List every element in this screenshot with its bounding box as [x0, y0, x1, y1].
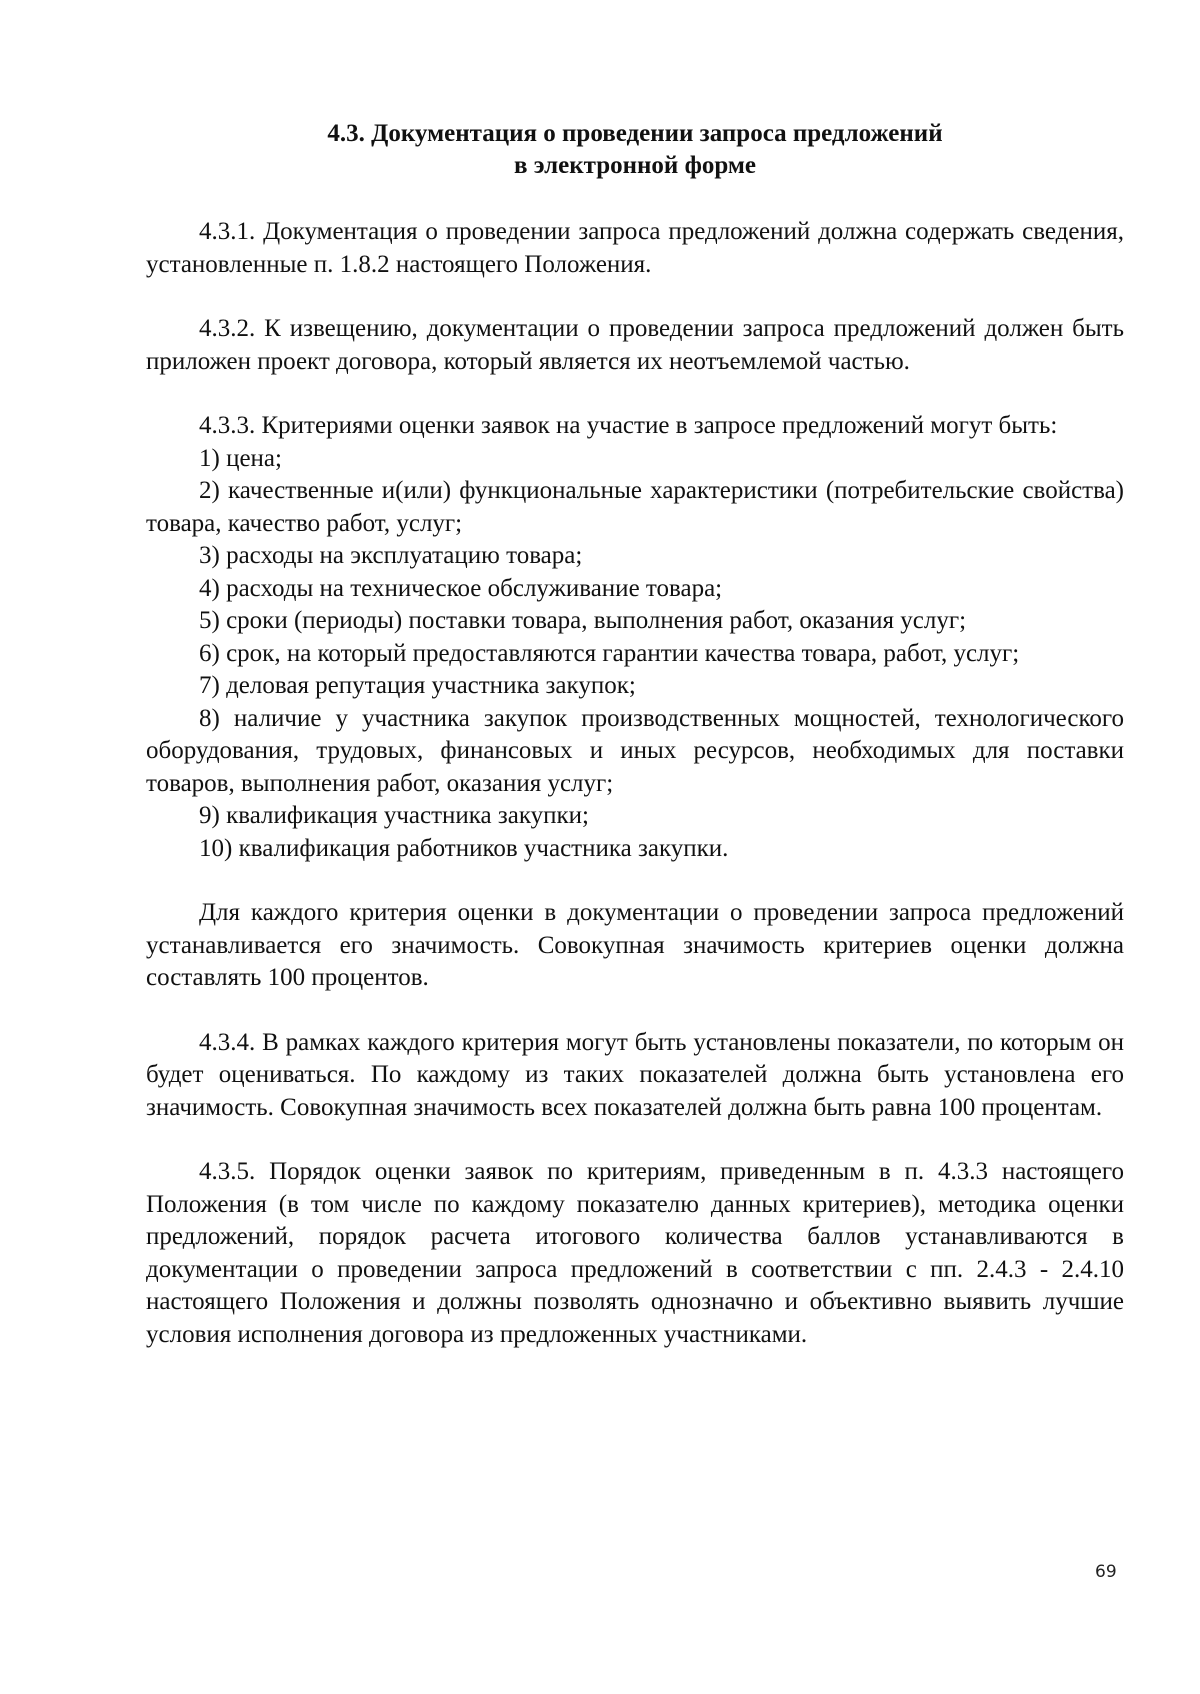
criterion-item-10: 10) квалификация работников участника закупки. — [199, 834, 729, 862]
page-number: 69 — [1095, 1562, 1117, 1582]
criterion-item-5: 5) сроки (периоды) поставки товара, выполнения работ, оказания услуг; — [199, 607, 967, 634]
criterion-item-7: 7) деловая репутация участника закупок; — [199, 672, 636, 699]
section-heading-line-2: в электронной форме — [513, 152, 757, 179]
criterion-item-4: 4) расходы на техническое обслуживание товара; — [199, 574, 723, 602]
criterion-item-6: 6) срок, на который предоставляются гарантии качества товара, работ, услуг; — [199, 639, 1020, 667]
criterion-item-3: 3) расходы на эксплуатацию товара; — [199, 542, 583, 569]
paragraph-4-3-5: 4.3.5. Порядок оценки заявок по критериям, приведенным в п. 4.3.3 настоящего Положения (в том числе по каждому показателю данных критериев), методика оценки предложений, порядок расчета итогового количества баллов устанавливаются в документации о проведении запроса предложений в соответствии с пп. 2.4.3 - 2.4.10 настоящего Положения и должны позволять однозначно и объективно выявить лучшие условия исполнения договора из предложенных участниками. — [146, 1158, 1124, 1348]
section-heading-line-1: 4.3. Документация о проведении запроса предложений — [327, 120, 943, 147]
criterion-item-8: 8) наличие у участника закупок производственных мощностей, технологического оборудования, трудовых, финансовых и иных ресурсов, необходимых для поставки товаров, выполнения работ, оказания услуг; — [146, 704, 1124, 797]
paragraph-4-3-1: 4.3.1. Документация о проведении запроса предложений должна содержать сведения, установленные п. 1.8.2 настоящего Положения. — [146, 218, 1124, 278]
paragraph-4-3-3-intro: 4.3.3. Критериями оценки заявок на участие в запросе предложений могут быть: — [199, 412, 1058, 439]
document-body — [146, 118, 1124, 1351]
paragraph-4-3-4: 4.3.4. В рамках каждого критерия могут быть установлены показатели, по которым он будет оцениваться. По каждому из таких показателей должна быть установлена его значимость. Совокупная значимость всех показателей должна быть равна 100 процентам. — [146, 1028, 1124, 1121]
criterion-item-9: 9) квалификация участника закупки; — [199, 802, 589, 829]
paragraph-criteria-weight: Для каждого критерия оценки в документации о проведении запроса предложений устанавливается его значимость. Совокупная значимость критериев оценки должна составлять 100 процентов. — [146, 899, 1124, 991]
paragraph-4-3-2: 4.3.2. К извещению, документации о проведении запроса предложений должен быть приложен проект договора, который является их неотъемлемой частью. — [146, 315, 1124, 375]
criterion-item-1: 1) цена; — [199, 444, 282, 472]
section-heading — [146, 118, 1124, 182]
criterion-item-2: 2) качественные и(или) функциональные характеристики (потребительские свойства) товара, качество работ, услуг; — [146, 477, 1124, 537]
